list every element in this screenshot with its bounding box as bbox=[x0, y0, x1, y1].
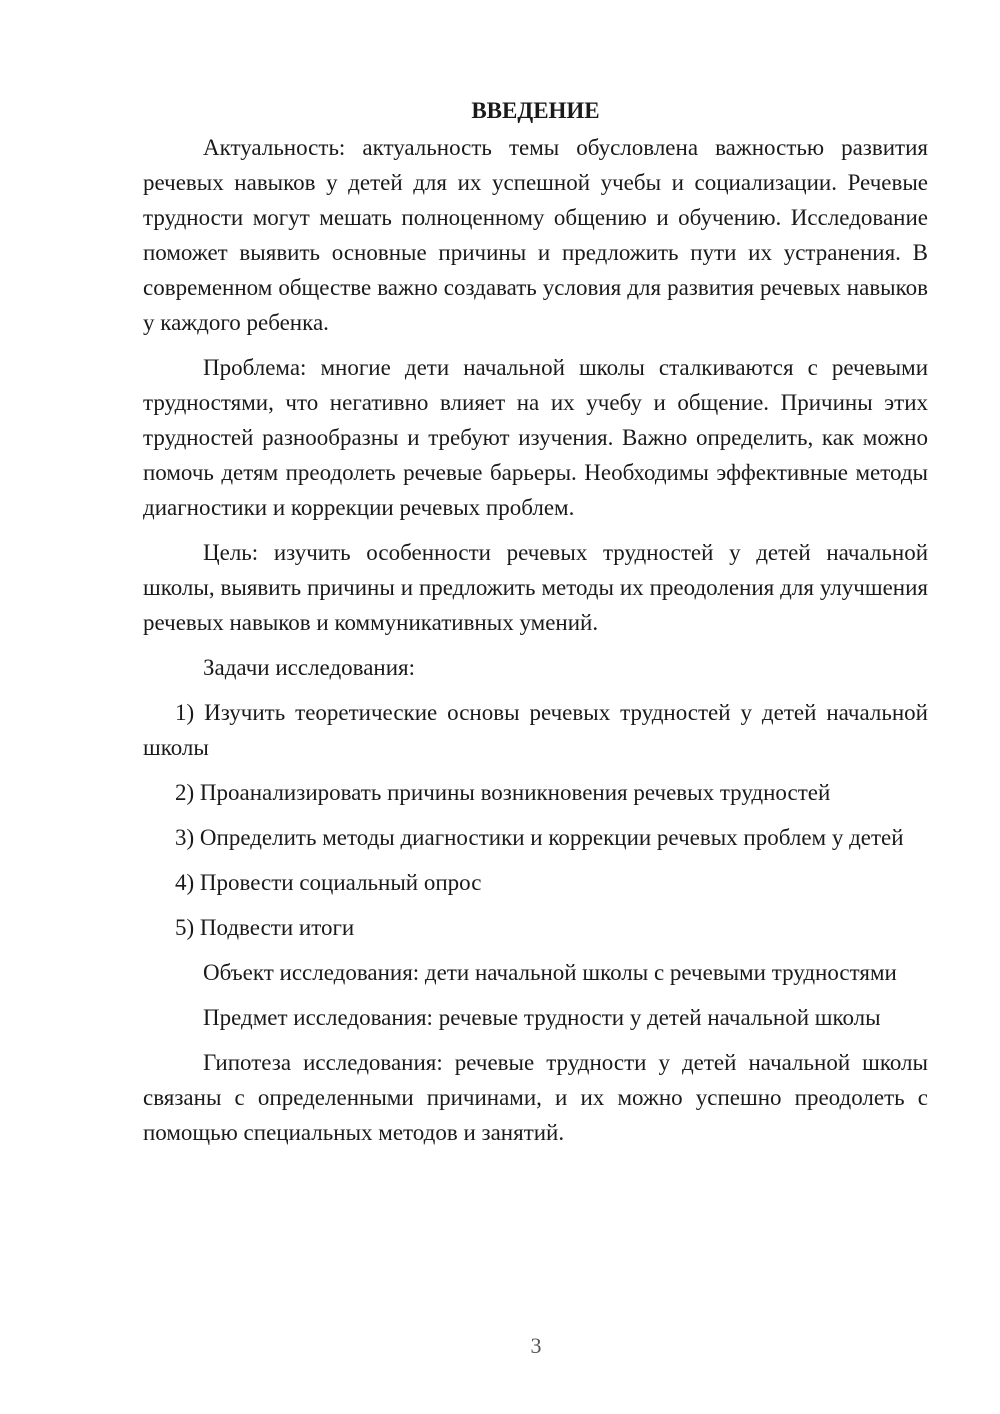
subject-paragraph: Предмет исследования: речевые трудности у детей начальной школы bbox=[203, 1005, 881, 1030]
goal-paragraph: Цель: изучить особенности речевых трудностей у детей начальной школы, выявить причины и предложить методы их преодоления для улучшения речевых навыков и коммуникативных умений. bbox=[143, 540, 928, 635]
relevance-paragraph: Актуальность: актуальность темы обусловлена важностью развития речевых навыков у детей для их успешной учебы и социализации. Речевые трудности могут мешать полноценному общению и обучению. Исследование поможет выявить основные причины и предложить пути их устранения. В современном обществе важно создавать условия для развития речевых навыков у каждого ребенка. bbox=[143, 135, 928, 335]
task-item-3: 3) Определить методы диагностики и коррекции речевых проблем у детей bbox=[175, 825, 904, 850]
task-item-4: 4) Провести социальный опрос bbox=[175, 870, 482, 895]
tasks-heading: Задачи исследования: bbox=[203, 655, 416, 680]
task-item-1: 1) Изучить теоретические основы речевых трудностей у детей начальной школы bbox=[143, 700, 928, 760]
document-body bbox=[143, 93, 928, 1160]
task-item-5: 5) Подвести итоги bbox=[175, 915, 355, 940]
page-title: ВВЕДЕНИЕ bbox=[471, 98, 600, 123]
object-paragraph: Объект исследования: дети начальной школы с речевыми трудностями bbox=[203, 960, 897, 985]
task-item-2: 2) Проанализировать причины возникновения речевых трудностей bbox=[175, 780, 831, 805]
hypothesis-paragraph: Гипотеза исследования: речевые трудности у детей начальной школы связаны с определенными причинами, и их можно успешно преодолеть с помощью специальных методов и занятий. bbox=[143, 1050, 928, 1145]
problem-paragraph: Проблема: многие дети начальной школы сталкиваются с речевыми трудностями, что негативно влияет на их учебу и общение. Причины этих трудностей разнообразны и требуют изучения. Важно определить, как можно помочь детям преодолеть речевые барьеры. Необходимы эффективные методы диагностики и коррекции речевых проблем. bbox=[143, 355, 928, 520]
page-number: 3 bbox=[530, 1333, 542, 1358]
